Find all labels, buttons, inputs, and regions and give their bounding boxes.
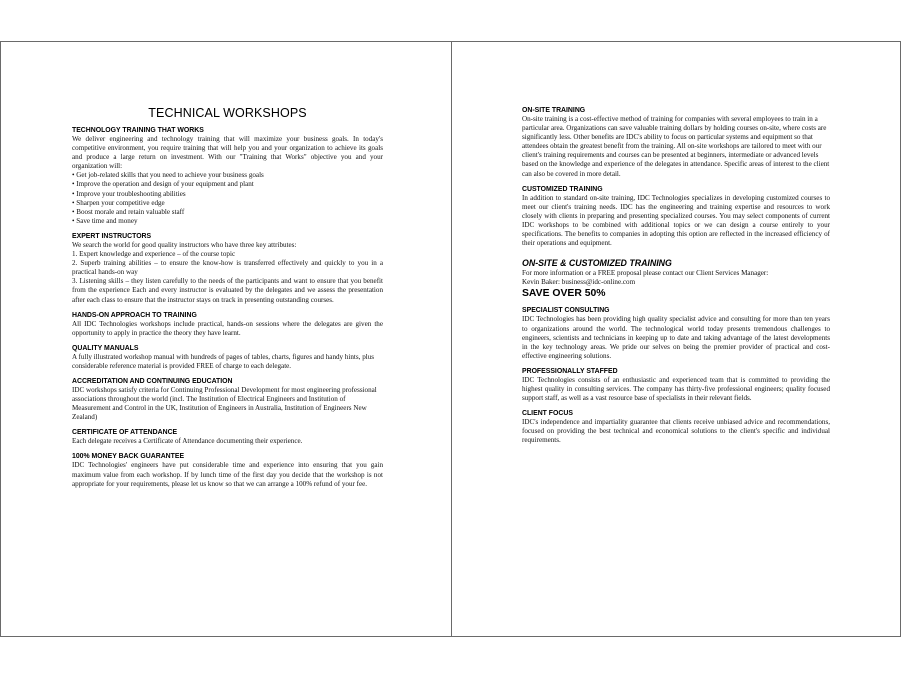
section-heading: 100% MONEY BACK GUARANTEE	[72, 453, 185, 461]
bullet-item: • Improve the operation and design of your equipment and plant	[72, 180, 254, 189]
section-heading: SPECIALIST CONSULTING	[522, 307, 610, 315]
section-quality-manuals	[72, 344, 383, 371]
section-heading: TECHNOLOGY TRAINING THAT WORKS	[72, 127, 204, 134]
bullet-item: • Improve your troubleshooting abilities	[72, 189, 186, 198]
section-customized-training	[522, 185, 830, 249]
section-promo	[522, 258, 830, 300]
section-paragraph: IDC Technologies' engineers have put considerable time and experience into ensuring that you gain maximum value from each workshop. If by lunch time of the first day you decide that the workshop is not appropriate for your requirements, please let us know so that we can arrange a 100% refund of your fee.	[72, 461, 383, 488]
section-expert-instructors	[72, 232, 383, 305]
section-heading: QUALITY MANUALS	[72, 344, 139, 352]
numbered-item: 2. Superb training abilities – to ensure the know-how is transferred effectively and quickly to you in a practical hands-on way	[72, 259, 383, 277]
section-hands-on	[72, 311, 383, 338]
right-column	[522, 106, 830, 451]
section-paragraph: IDC's independence and impartiality guarantee that clients receive unbiased advice and recommendations, focused on providing the best technical and economical solutions to the client's specific and individual requirements.	[522, 418, 830, 445]
numbered-item: 1. Expert knowledge and experience – of the course topic	[72, 250, 236, 259]
numbered-item: 3. Listening skills – they listen carefully to the needs of the participants and want to ensure that you benefit from the experience Each and every instructor is evaluated by the delegates and we assess the presentation after each class to ensure that the instructor stays on track in presenting outstanding courses.	[72, 277, 383, 304]
document-title: TECHNICAL WORKSHOPS	[148, 106, 307, 120]
section-paragraph: We search the world for good quality instructors who have three key attributes:	[72, 240, 297, 249]
section-technology-training	[72, 126, 383, 226]
section-heading: PROFESSIONALLY STAFFED	[522, 367, 618, 375]
section-certificate	[72, 428, 383, 446]
promo-heading: ON-SITE & CUSTOMIZED TRAINING	[522, 258, 672, 269]
section-heading: CLIENT FOCUS	[522, 410, 573, 418]
promo-savings: SAVE OVER 50%	[522, 288, 606, 300]
bullet-item: • Boost morale and retain valuable staff	[72, 207, 185, 216]
promo-contact-line: For more information or a FREE proposal please contact our Client Services Manager:	[522, 269, 769, 278]
section-paragraph: IDC workshops satisfy criteria for Continuing Professional Development for most engineering professional associations throughout the world (incl. The Institution of Electrical Engineers and Institution of Measurement and Control in the UK, Institution of Engineers in Australia, Institution of Engineers New Zealand)	[72, 385, 377, 422]
bullet-item: • Save time and money	[72, 216, 138, 225]
section-heading: CERTIFICATE OF ATTENDANCE	[72, 429, 178, 437]
left-page	[1, 42, 451, 636]
section-heading: HANDS-ON APPROACH TO TRAINING	[72, 311, 197, 319]
section-accreditation	[72, 377, 383, 422]
section-professionally-staffed	[522, 367, 830, 403]
section-paragraph: We deliver engineering and technology training that will maximize your business goals. In today's competitive environment, you require training that will help you and your organization to achieve its goals and produce a large return on investment. With our "Training that Works" objective you and your organization will:	[72, 135, 383, 171]
section-paragraph: All IDC Technologies workshops include practical, hands-on sessions where the delegates are given the opportunity to apply in practice the theory they have learnt.	[72, 319, 383, 337]
section-paragraph: Each delegate receives a Certificate of Attendance documenting their experience.	[72, 437, 303, 446]
section-paragraph: In addition to standard on-site training, IDC Technologies specializes in developing customized courses to meet our client's training needs. IDC has the engineering and training expertise and resources to work closely with clients in preparing and presenting specialized courses. You may select components of current IDC workshops to be combined with additional topics or we can design a course entirely to your specifications. The benefits to companies in adopting this option are reflected in the increased efficiency of their operations and equipment.	[522, 193, 830, 248]
section-paragraph: IDC Technologies consists of an enthusiastic and experienced team that is committed to providing the highest quality in consulting services. The company has thirty-five professional engineers; quality focused support staff, as well as a vast resource base of specialists in their relevant fields.	[522, 375, 830, 403]
bullet-item: • Get job-related skills that you need to achieve your business goals	[72, 171, 264, 180]
section-paragraph: On-site training is a cost-effective method of training for companies with several employees to train in a particular area. Organizations can save valuable training dollars by holding courses on-site, where costs are significantly less. Other benefits are IDC's ability to focus on particular systems and equipment so that attendees obtain the greatest benefit from the training. All on-site workshops are tailored to meet with our client's training requirements and courses can be presented at beginners, intermediate or advanced levels based on the knowledge and experience of the delegates in attendance. Specific areas of interest to the client can also be covered in more detail.	[522, 115, 830, 178]
right-page	[452, 42, 901, 636]
section-heading: ON-SITE TRAINING	[522, 107, 586, 114]
section-client-focus	[522, 409, 830, 445]
section-heading: CUSTOMIZED TRAINING	[522, 185, 603, 193]
bullet-item: • Sharpen your competitive edge	[72, 198, 165, 207]
section-specialist-consulting	[522, 306, 830, 360]
document-spread	[0, 41, 901, 637]
promo-email-line: Kevin Baker: business@idc-online.com	[522, 278, 636, 287]
section-paragraph: A fully illustrated workshop manual with hundreds of pages of tables, charts, figures and handy hints, plus considerable reference material is provided FREE of charge to each delegate.	[72, 352, 375, 370]
section-guarantee	[72, 452, 383, 488]
section-heading: ACCREDITATION AND CONTINUING EDUCATION	[72, 377, 233, 385]
section-onsite-training	[522, 106, 830, 179]
section-paragraph: IDC Technologies has been providing high quality specialist advice and consulting for more than ten years to organizations around the world. The technological world today presents tremendous challenges to engineers, scientists and technicians in keeping up to date and taking advantage of the latest developments in the key technology areas. We pride our selves on being the premier provider of practical and cost-effective engineering solutions.	[522, 315, 830, 360]
left-column	[72, 106, 383, 495]
section-heading: EXPERT INSTRUCTORS	[72, 232, 152, 240]
